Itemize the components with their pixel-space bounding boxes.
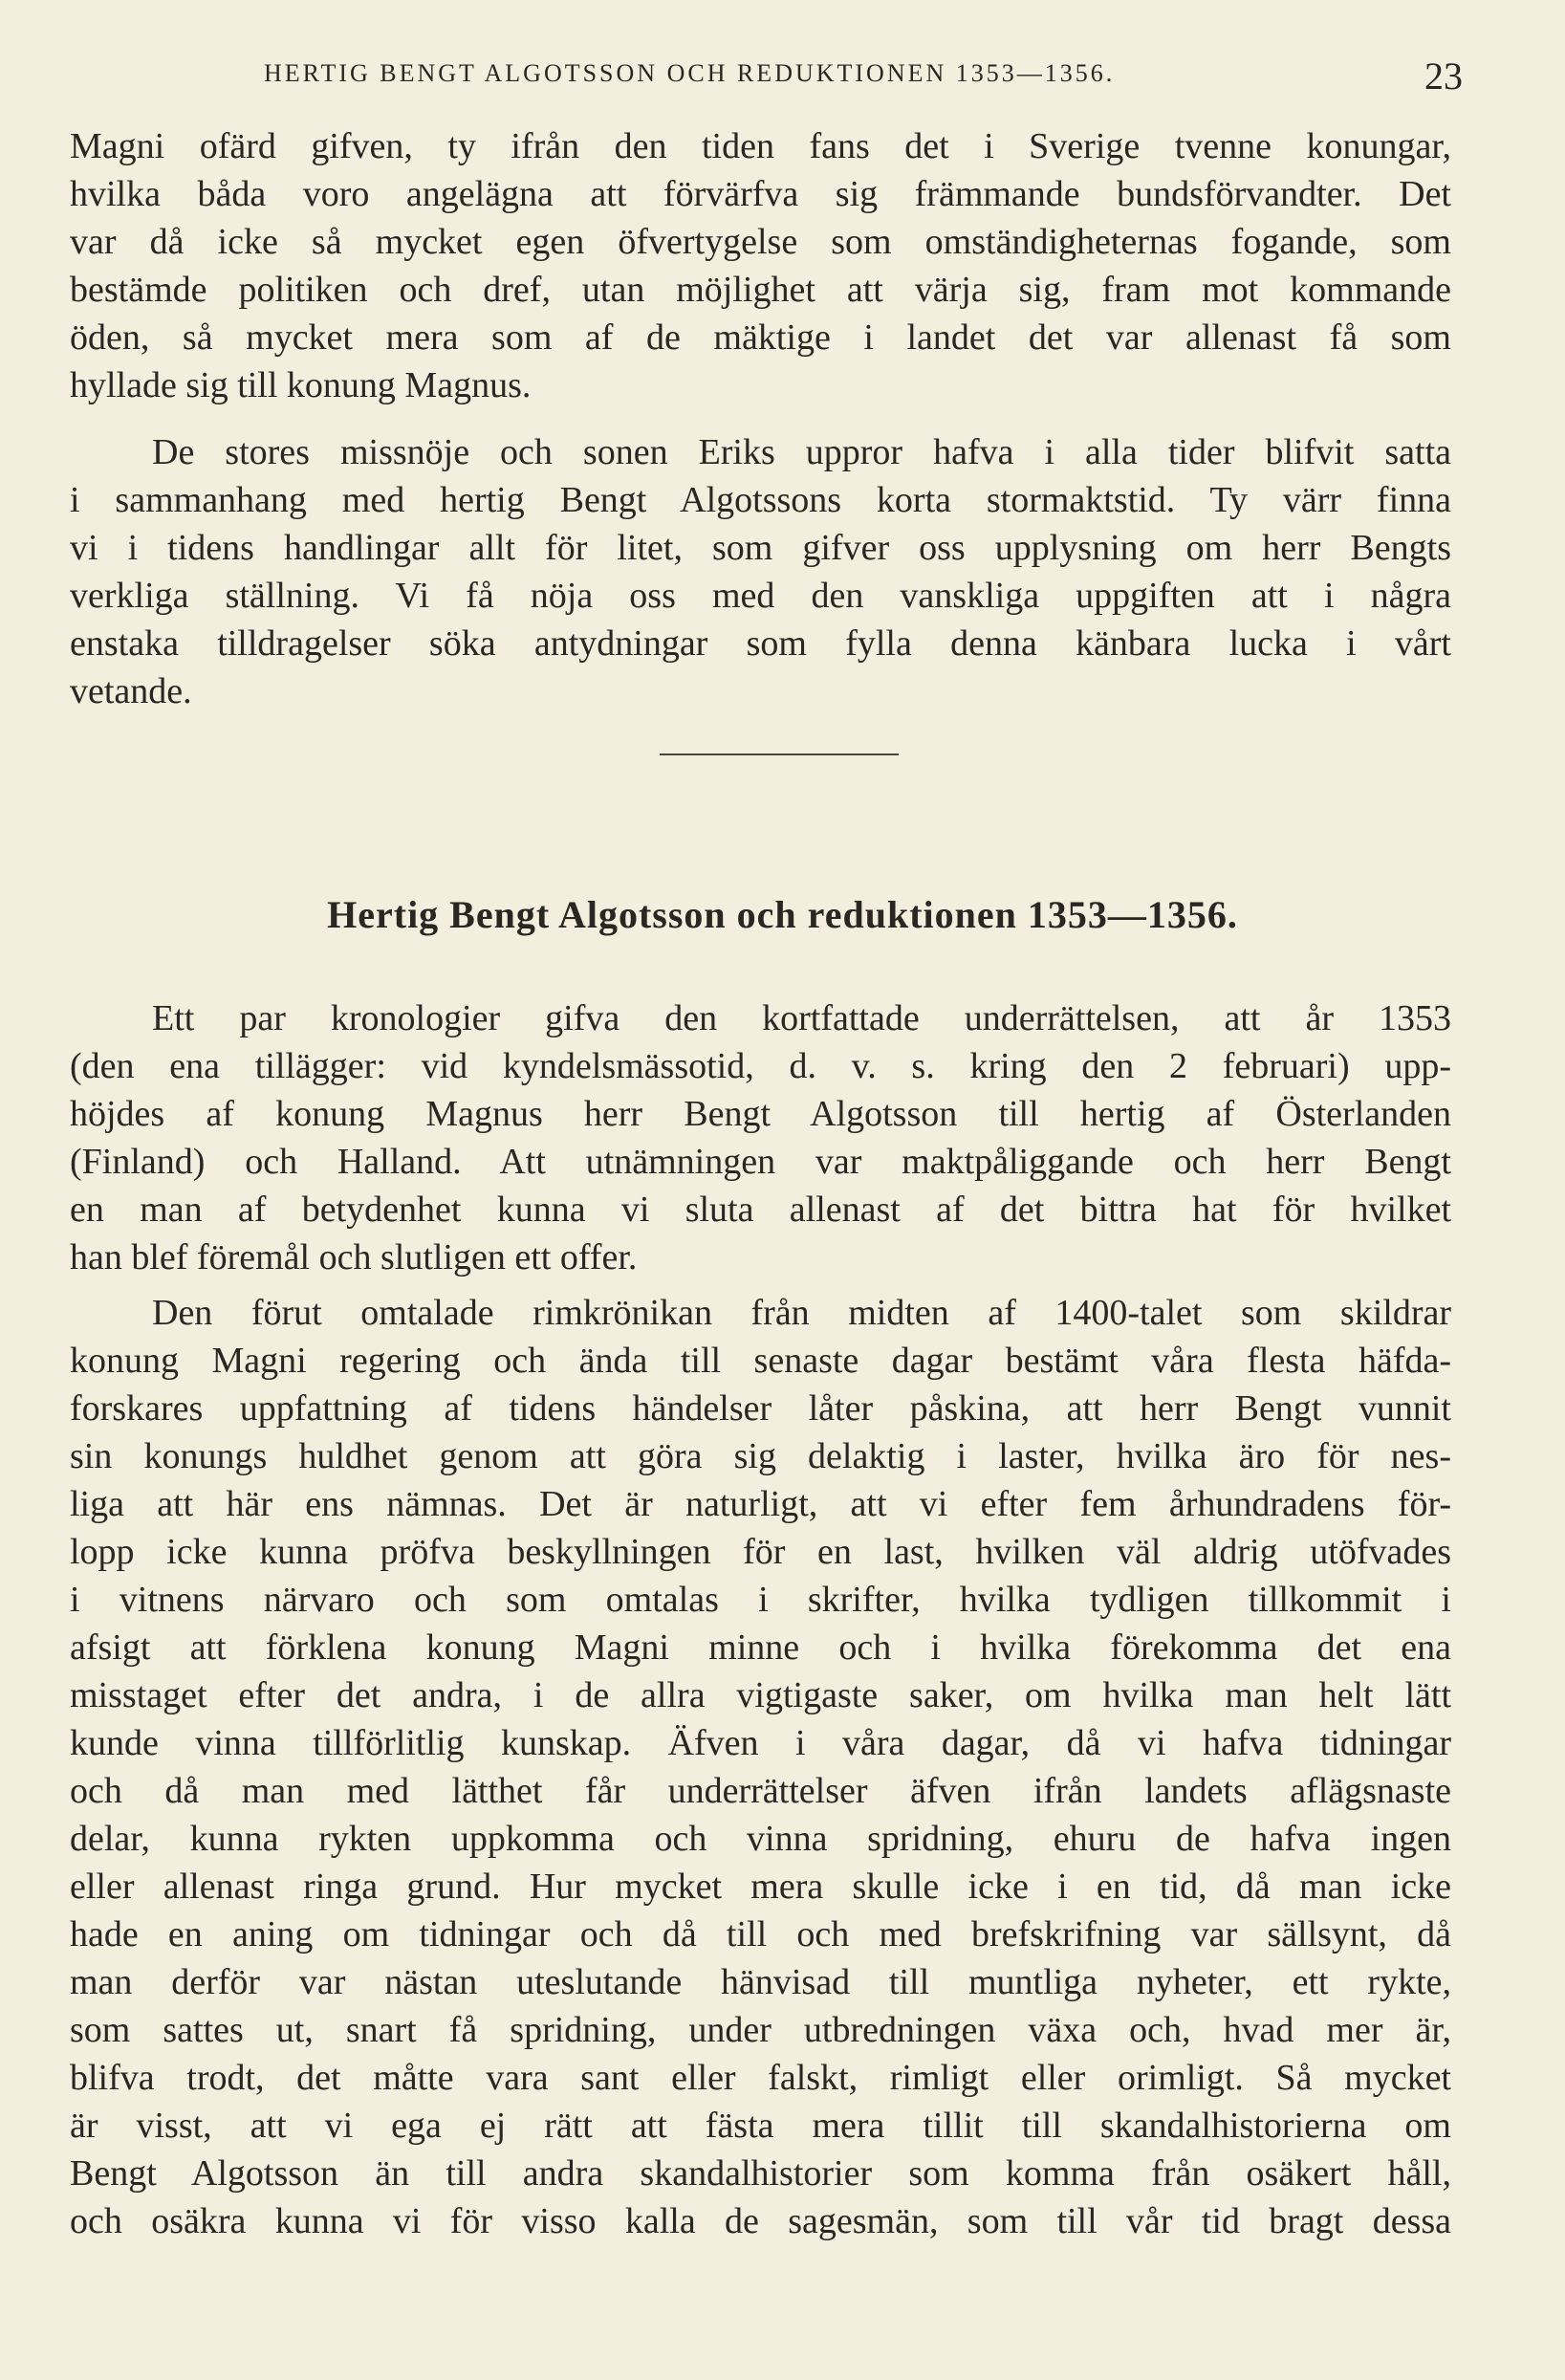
text-line: kunde vinna tillförlitlig kunskap. Äfven i våra dagar, då vi hafva tidningar [70,1723,1451,1763]
text-line: i sammanhang med hertig Bengt Algotssons korta stormaktstid. Ty värr finna [70,480,1451,520]
section-divider [660,753,899,755]
text-line: Magni ofärd gifven, ty ifrån den tiden fans det i Sverige tvenne konungar, [70,126,1451,166]
text-line: Ett par kronologier gifva den kortfattade underrättelsen, att år 1353 [152,998,1451,1038]
text-line: forskares uppfattning af tidens händelser låter påskina, att herr Bengt vunnit [70,1388,1451,1429]
text-line: lopp icke kunna pröfva beskyllningen för en last, hvilken väl aldrig utöfvades [70,1532,1451,1572]
text-line: enstaka tilldragelser söka antydningar som fylla denna känbara lucka i vårt [70,623,1451,664]
text-line: man derför var nästan uteslutande hänvisad till muntliga nyheter, ett rykte, [70,1962,1451,2002]
text-line: hade en aning om tidningar och då till och med brefskrifning var sällsynt, då [70,1914,1451,1954]
text-line: och osäkra kunna vi för visso kalla de sagesmän, som till vår tid bragt dessa [70,2201,1451,2241]
text-line: delar, kunna rykten uppkomma och vinna spridning, ehuru de hafva ingen [70,1819,1451,1859]
text-line: (den ena tillägger: vid kyndelsmässotid, d. v. s. kring den 2 februari) upp- [70,1046,1451,1086]
text-line: misstaget efter det andra, i de allra vigtigaste saker, om hvilka man helt lätt [70,1675,1451,1715]
text-line: han blef föremål och slutligen ett offer. [70,1237,638,1277]
text-line: som sattes ut, snart få spridning, under utbredningen växa och, hvad mer är, [70,2010,1451,2050]
text-line: öden, så mycket mera som af de mäktige i landet det var allenast få som [70,317,1451,358]
text-line: verkliga ställning. Vi få nöja oss med den vanskliga uppgiften att i några [70,576,1451,616]
text-line: blifva trodt, det måtte vara sant eller falskt, rimligt eller orimligt. Så mycket [70,2058,1451,2098]
text-line: eller allenast ringa grund. Hur mycket mera skulle icke i en tid, då man icke [70,1867,1451,1907]
text-line: hyllade sig till konung Magnus. [70,365,532,405]
paragraph-3 [70,994,1451,1281]
text-line: vi i tidens handlingar allt för litet, som gifver oss upplysning om herr Bengts [70,528,1451,568]
text-line: är visst, att vi ega ej rätt att fästa mera tillit till skandalhistorierna om [70,2106,1451,2146]
paragraph-4 [70,1289,1451,2245]
text-line: höjdes af konung Magnus herr Bengt Algotsson till hertig af Österlanden [70,1094,1451,1134]
text-line: vetande. [70,671,192,711]
text-line: Bengt Algotsson än till andra skandalhistorier som komma från osäkert håll, [70,2153,1451,2194]
text-line: var då icke så mycket egen öfvertygelse som omständigheternas fogande, som [70,222,1451,262]
text-line: sin konungs huldhet genom att göra sig delaktig i laster, hvilka äro för nes- [70,1436,1451,1476]
page-number: 23 [1424,55,1463,98]
text-line: Den förut omtalade rimkrönikan från midten af 1400-talet som skildrar [152,1293,1451,1333]
text-line: en man af betydenhet kunna vi sluta allenast af det bittra hat för hvilket [70,1190,1451,1230]
text-line: afsigt att förklena konung Magni minne och i hvilka förekomma det ena [70,1627,1451,1668]
text-line: och då man med lätthet får underrättelser äfven ifrån landets aflägsnaste [70,1771,1451,1811]
text-line: bestämde politiken och dref, utan möjlighet att värja sig, fram mot kommande [70,270,1451,310]
paragraph-1 [70,122,1451,409]
text-line: konung Magni regering och ända till senaste dagar bestämt våra flesta häfda- [70,1341,1451,1381]
page-header [258,55,1463,98]
running-title: HERTIG BENGT ALGOTSSON OCH REDUKTIONEN 1353—1356. [264,59,1116,87]
text-line: De stores missnöje och sonen Eriks uppror hafva i alla tider blifvit satta [152,432,1451,472]
paragraph-2 [70,428,1451,715]
text-line: (Finland) och Halland. Att utnämningen var maktpåliggande och herr Bengt [70,1142,1451,1182]
text-line: i vitnens närvaro och som omtalas i skrifter, hvilka tydligen tillkommit i [70,1580,1451,1620]
text-line: hvilka båda voro angelägna att förvärfva sig främmande bundsförvandter. Det [70,174,1451,214]
text-line: liga att här ens nämnas. Det är naturligt, att vi efter fem århundradens för- [70,1484,1451,1524]
section-heading: Hertig Bengt Algotsson och reduktionen 1353—1356. [327,893,1238,936]
